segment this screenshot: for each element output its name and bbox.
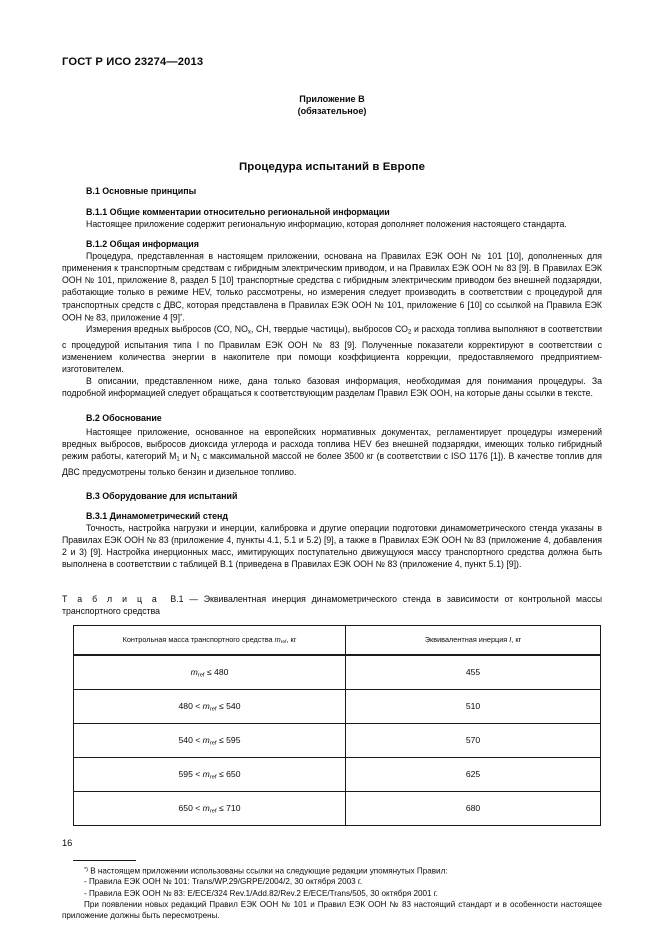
footnote-line-1 [62,865,602,877]
table-row [74,723,601,757]
cell-reference-mass [74,791,346,825]
cell-equivalent-inertia: 570 [346,723,601,757]
col2-units: , кг [511,635,522,645]
cell-mass-subscript: ref [197,672,205,678]
col2-symbol: I [509,635,512,645]
cell-reference-mass [74,723,346,757]
cell-equivalent-inertia: 680 [346,791,601,825]
table-row [74,689,601,723]
cell-mass-subscript: ref [209,740,217,746]
cell-mass-symbol: m [202,700,210,711]
section-heading-b12: В.1.2 Общая информация [86,238,199,249]
table-caption-text: — Эквивалентная инерция динамометрического стенда в зависимости от контрольной массы транспортного средства [62,593,602,616]
footnote-line-4: При появлении новых редакций Правил ЕЭК ООН № 101 и Правил ЕЭК ООН № 83 настоящий стандарт и в особенности настоящее приложение должны быть пересмотрены. [62,900,602,921]
cell-mass-post: ≤ 650 [216,768,241,779]
table-row [74,655,601,690]
rationale-text-a: Настоящее приложение, основанное на европейских нормативных документах, регламентирует процедуры измерений вредных выбросов, выбросов диоксида углерода и расхода топлива HEV без внешней подзарядки, имеющих только гибридный режим работы, категорий M [62,426,602,462]
nox-subscript: x [247,329,251,336]
col1-subscript: ref [280,639,287,645]
document-header: ГОСТ Р ИСО 23274—2013 [62,56,204,68]
m1-subscript: 1 [176,456,180,463]
section-heading-b31: В.3.1 Динамометрический стенд [86,510,229,521]
cell-mass-symbol: m [190,666,198,677]
annex-obligation: (обязательное) [297,106,367,117]
table-row [74,757,601,791]
cell-mass-pre: 540 < [178,734,203,745]
section-heading-b2: В.2 Обоснование [86,412,162,423]
paragraph-b12-1-period: . [182,312,185,323]
table-header-reference-mass [74,625,346,655]
footnote-divider [73,860,136,861]
table-caption-number: В.1 [170,593,184,604]
rationale-text-c: с максимальной массой не более 3500 кг (в соответствии с ISO 1176 [1]). В качестве топлив для ДВС предусмотрены только бензин и дизельное топливо. [62,451,602,477]
cell-mass-subscript: ref [209,706,217,712]
cell-mass-symbol: m [202,734,210,745]
cell-mass-post: ≤ 710 [216,802,241,813]
paragraph-b12-2 [62,323,602,375]
cell-reference-mass [74,689,346,723]
n1-subscript: 1 [196,456,200,463]
table-header-equivalent-inertia [346,625,601,655]
cell-mass-subscript: ref [209,808,217,814]
page-number: 16 [62,838,73,848]
cell-mass-symbol: m [202,802,210,813]
footnote-mark: *) [84,866,88,873]
cell-equivalent-inertia: 510 [346,689,601,723]
paragraph-b12-1 [62,250,602,323]
footnote-marker: * [180,313,183,320]
table-body [74,655,601,826]
cell-mass-post: ≤ 480 [204,666,229,677]
section-heading-b3: В.3 Оборудование для испытаний [86,490,238,501]
section-heading-b11: В.1.1 Общие комментарии относительно региональной информации [86,206,390,217]
col1-units: , кг [286,634,297,644]
footnote-line-2: - Правила ЕЭК ООН № 101: Trans/WP.29/GRPE/2004/2, 30 октября 2003 г. [84,877,363,887]
footnote-line-3: - Правила ЕЭК ООН № 83: E/ECE/324 Rev.1/Add.82/Rev.2 E/ECE/Trans/505, 30 октября 2001 г. [84,888,438,898]
footnote-block [62,860,602,922]
col2-pre: Эквивалентная инерция [424,635,510,645]
section-heading-b1: В.1 Основные принципы [86,186,197,197]
cell-reference-mass [74,757,346,791]
co2-subscript: 2 [407,329,412,336]
cell-mass-pre: 480 < [178,700,203,711]
cell-mass-post: ≤ 540 [216,700,241,711]
table-caption [62,593,602,617]
paragraph-b2 [62,426,602,478]
page-content [62,0,602,922]
col1-pre: Контрольная масса транспортного средства [122,634,275,644]
emissions-text-b: , СН, твердые частицы), выбросов СО [250,324,408,335]
cell-mass-symbol: m [202,768,210,779]
inertia-table [73,625,601,826]
table-caption-label: Т а б л и ц а [62,593,159,604]
paragraph-b12-1-text: Процедура, представленная в настоящем приложении, основана на Правилах ЕЭК ООН № 101 [10], дополненных для применения к транспортным средствам с гибридным электрическим приводом, и на Правилах ЕЭК ООН № 83 [9]. В Правилах ЕЭК ООН № 101, приложение 8, раздел 5 [10] транспортные средства с гибридным электрическим приводом без внешней подзарядки, работающие только в режиме HEV, только рассмотрены, но измерения следует производить в соответствии с процедурой для транспортных средств с ДВС, которая представлена в Правилах ЕЭК ООН № 101, приложение 6 [10] со ссылкой на Правила ЕЭК ООН № 83, приложение 4 [9] [62,250,602,323]
table-row [74,791,601,825]
table-header-row [74,625,601,655]
cell-reference-mass [74,655,346,690]
paragraph-b31: Точность, настройка нагрузки и инерции, калибровка и другие операции подготовки динамометрического стенда указаны в Правилах ЕЭК ООН № 83 (приложение 4, пункты 4.1, 5.1 и 5.2) [9], а также в Правилах ЕЭК ООН № 83 (приложение 4, добавления 2 и 3) [9]. Настройка инерционных масс, имитирующих поступательно движущуюся массу транспортного средства должна быть выполнена в соответствии с таблицей В.1 (приведена в Правилах ЕЭК ООН № 83 (приложение 4, пункт 5.1) [9]). [62,522,602,570]
footnote-line-1-text: В настоящем приложении использованы ссылки на следующие редакции упомянутых Правил: [90,866,448,876]
rationale-text-b: и N [179,451,197,462]
emissions-text-a: Измерения вредных выбросов (СО, NO [86,324,248,335]
annex-label: Приложение В [299,94,365,105]
cell-equivalent-inertia: 455 [346,655,601,690]
annex-heading [62,93,602,117]
cell-mass-subscript: ref [209,774,217,780]
paragraph-b11: Настоящее приложение содержит региональную информацию, которая дополняет положения настоящего стандарта. [86,218,567,229]
cell-mass-pre: 650 < [178,802,203,813]
page-title: Процедура испытаний в Европе [238,161,426,174]
cell-mass-pre: 595 < [178,768,203,779]
cell-equivalent-inertia: 625 [346,757,601,791]
emissions-text-c: и расхода топлива выполняют в соответствии с процедурой испытания типа I по Правилам ЕЭК ООН № 83 [9]. Полученные показатели корректируют в соответствии с изменением количества энергии в накопителе при помощи коэффициента коррекции, предоставляемого предприятием-изготовителем. [62,324,603,375]
col1-symbol: m [274,634,281,644]
cell-mass-post: ≤ 595 [216,734,241,745]
paragraph-b12-3: В описании, представленном ниже, дана только базовая информация, необходимая для понимания процедуры. За подробной информацией следует обращаться к соответствующим разделам Правил ЕЭК ООН, на которые даны ссылки в тексте. [62,376,602,399]
